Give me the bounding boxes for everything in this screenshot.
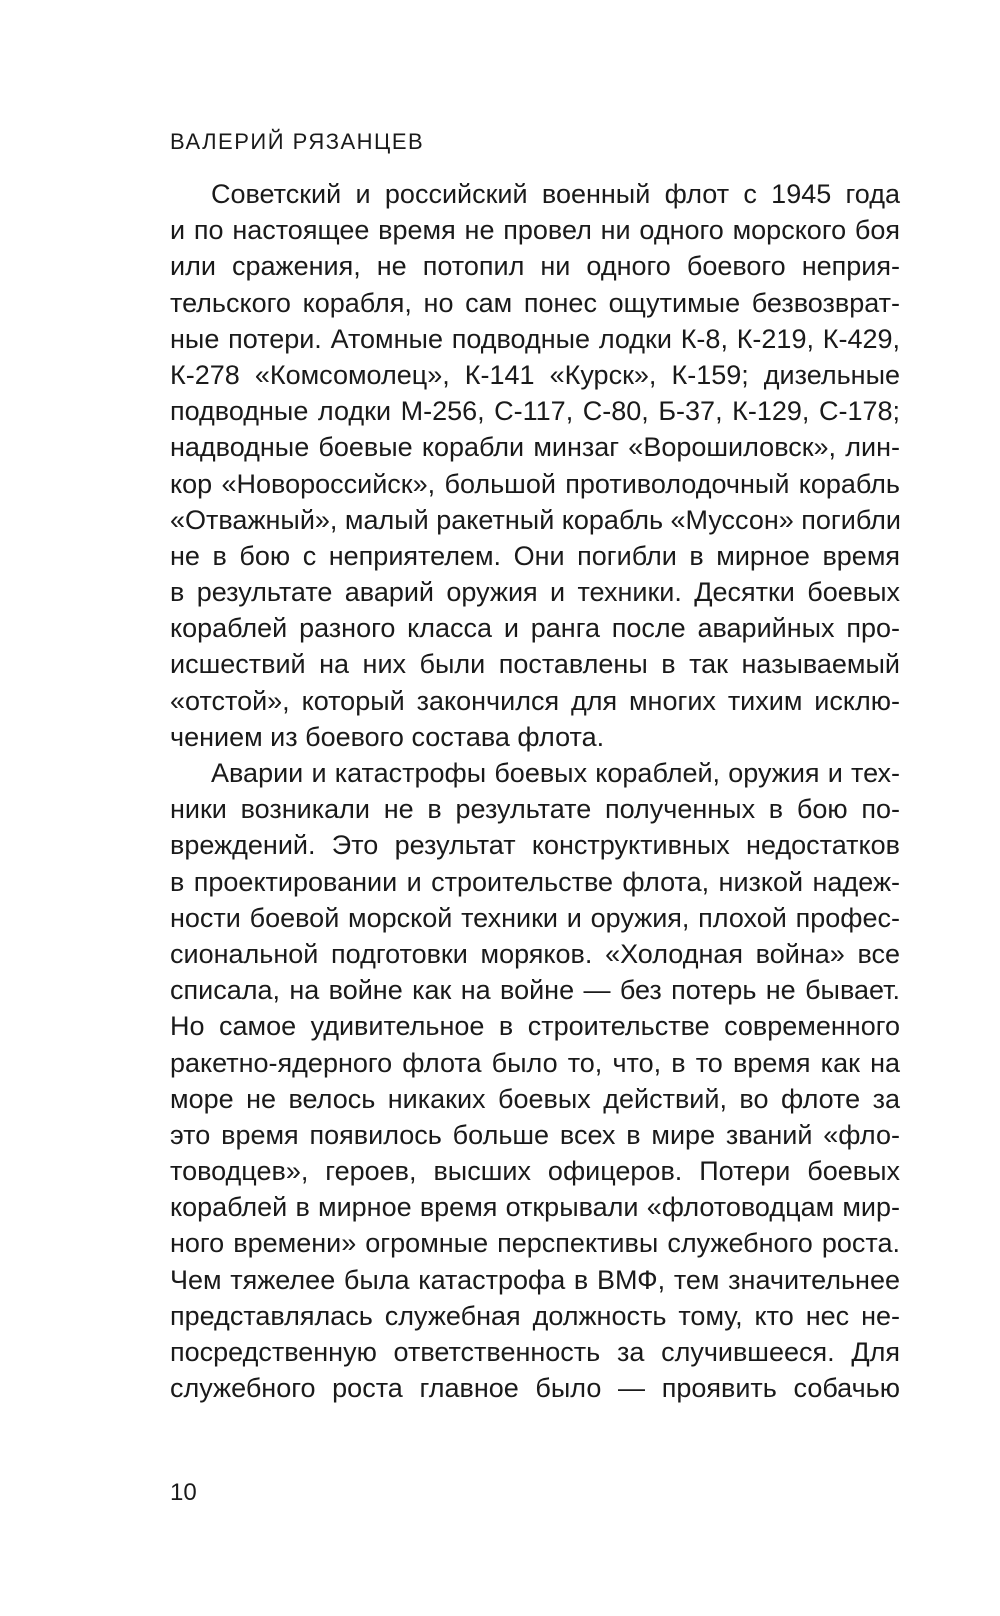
text-line: надводные боевые корабли минзаг «Ворошиловск», лин- bbox=[170, 432, 900, 463]
text-line: представлялась служебная должность тому, кто нес не- bbox=[170, 1300, 900, 1331]
text-line: Но самое удивительное в строительстве современного bbox=[170, 1011, 900, 1042]
text-line: в проектировании и строительстве флота, низкой надеж- bbox=[170, 866, 900, 897]
text-line: или сражения, не потопил ни одного боевого неприя- bbox=[170, 251, 900, 282]
text-line: море не велось никаких боевых действий, во флоте за bbox=[170, 1083, 900, 1114]
text-line: кораблей в мирное время открывали «флотоводцам мир- bbox=[170, 1192, 900, 1223]
page-number: 10 bbox=[170, 1479, 197, 1506]
text-line: кор «Новороссийск», большой противолодочный корабль bbox=[170, 468, 900, 499]
text-line: кораблей разного класса и ранга после аварийных про- bbox=[170, 613, 900, 644]
paragraph-2 bbox=[170, 755, 900, 1406]
text-line: ности боевой морской техники и оружия, плохой профес- bbox=[170, 902, 900, 933]
text-line: ные потери. Атомные подводные лодки К-8, К-219, К-429, bbox=[170, 323, 900, 354]
text-line: посредственную ответственность за случившееся. Для bbox=[170, 1337, 900, 1367]
paragraph-1 bbox=[170, 176, 900, 755]
text-line: не в бою с неприятелем. Они погибли в мирное время bbox=[170, 540, 900, 571]
text-line: тельского корабля, но сам понес ощутимые безвозврат- bbox=[170, 287, 900, 318]
running-head: ВАЛЕРИЙ РЯЗАНЦЕВ bbox=[170, 129, 425, 154]
text-line: исшествий на них были поставлены в так называемый bbox=[170, 649, 900, 680]
text-line: «отстой», который закончился для многих тихим исклю- bbox=[170, 685, 900, 716]
text-line: К-278 «Комсомолец», К-141 «Курск», К-159; дизельные bbox=[170, 359, 900, 390]
text-line: сиональной подготовки моряков. «Холодная война» все bbox=[170, 938, 900, 969]
text-line: подводные лодки М-256, С-117, С-80, Б-37, К-129, С-178; bbox=[170, 396, 900, 427]
text-line: ники возникали не в результате полученных в бою по- bbox=[170, 794, 900, 825]
text-line: товодцев», героев, высших офицеров. Потери боевых bbox=[170, 1156, 900, 1187]
text-line: Аварии и катастрофы боевых кораблей, оружия и тех- bbox=[211, 758, 900, 788]
text-line: и по настоящее время не провел ни одного морского боя bbox=[170, 215, 900, 246]
text-line: списала, на войне как на войне — без потерь не бывает. bbox=[170, 975, 900, 1006]
text-line: чением из боевого состава флота. bbox=[170, 721, 605, 752]
text-line: «Отважный», малый ракетный корабль «Муссон» погибли bbox=[170, 504, 901, 535]
text-line: Советский и российский военный флот с 1945 года bbox=[211, 179, 900, 209]
text-line: Чем тяжелее была катастрофа в ВМФ, тем значительнее bbox=[170, 1264, 900, 1295]
text-line: вреждений. Это результат конструктивных недостатков bbox=[170, 830, 900, 861]
text-line: ракетно-ядерного флота было то, что, в то время как на bbox=[170, 1047, 900, 1078]
text-line: служебного роста главное было — проявить собачью bbox=[170, 1373, 900, 1404]
body-text bbox=[170, 176, 900, 1406]
text-line: ного времени» огромные перспективы служебного роста. bbox=[170, 1228, 900, 1259]
text-line: в результате аварий оружия и техники. Десятки боевых bbox=[170, 577, 900, 608]
text-line: это время появилось больше всех в мире званий «фло- bbox=[170, 1119, 900, 1150]
